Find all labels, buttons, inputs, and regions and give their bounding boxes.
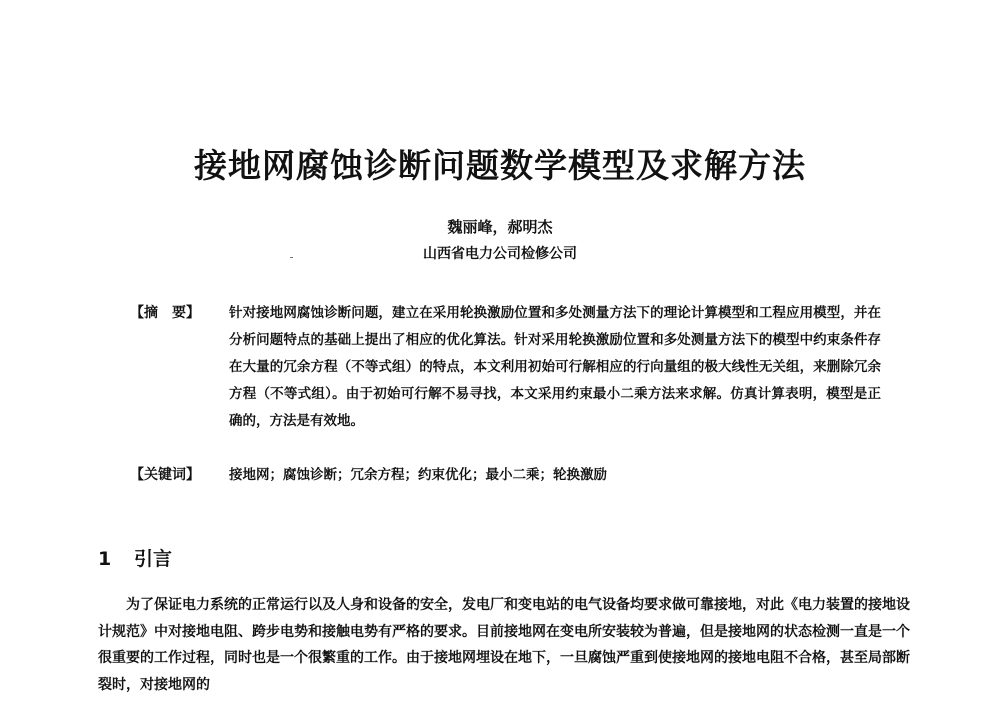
paper-affiliation: 山西省电力公司检修公司	[423, 246, 577, 262]
abstract-text: 针对接地网腐蚀诊断问题，建立在采用轮换激励位置和多处测量方法下的理论计算模型和工程应用模型，并在分析问题特点的基础上提出了相应的优化算法。针对采用轮换激励位置和多处测量方法下的模型中约束条件存在大量的冗余方程（不等式组）的特点，本文利用初始可行解相应的行向量组的极大线性无关组，来删除冗余方程（不等式组）。由于初始可行解不易寻找，本文采用约束最小二乘方法来求解。仿真计算表明，模型是正确的，方法是有效地。	[229, 305, 881, 429]
section-heading	[98, 544, 172, 571]
section-number: 1	[98, 548, 112, 570]
section-title: 引言	[134, 548, 173, 570]
paper-authors: 魏丽峰，郝明杰	[447, 218, 553, 236]
body-paragraph: 为了保证电力系统的正常运行以及人身和设备的安全，发电厂和变电站的电气设备均要求做可靠接地，对此《电力装置的接地设计规范》中对接地电阻、跨步电势和接触电势有严格的要求。目前接地网在变电所安装较为普遍，但是接地网的状态检测一直是一个很重要的工作过程，同时也是一个很繁重的工作。由于接地网埋设在地下，一旦腐蚀严重到使接地网的接地电阻不合格，甚至局部断裂时，对接地网的	[98, 597, 910, 693]
keywords-text: 接地网；腐蚀诊断；冗余方程；约束优化；最小二乘；轮换激励	[229, 467, 607, 483]
keywords-label: 【关键词】	[130, 467, 200, 483]
abstract-label: 【摘 要】	[130, 305, 200, 321]
paper-title: 接地网腐蚀诊断问题数学模型及求解方法	[194, 146, 806, 185]
